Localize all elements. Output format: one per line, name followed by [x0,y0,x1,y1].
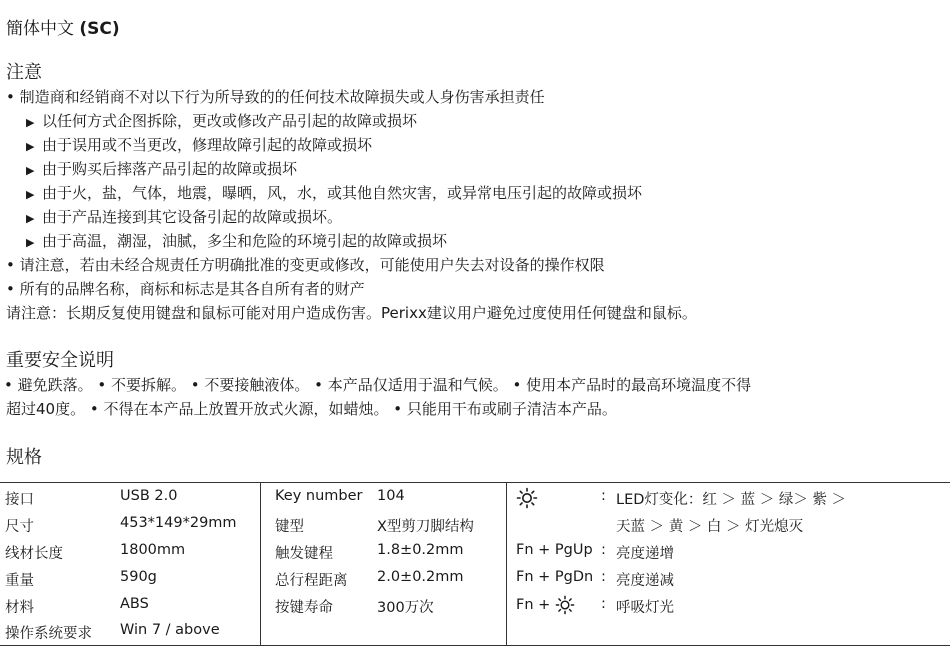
spec-key: Key number [275,488,363,504]
notice-sub-text: 由于购买后摔落产品引起的故障或损坏 [42,160,298,178]
spec-key: 尺寸 [5,519,34,535]
notice-sub-text: 由于产品连接到其它设备引起的故障或损坏。 [42,208,343,226]
spec-title: 规格 [6,447,42,468]
safety-title: 重要安全说明 [6,350,114,371]
triangle-bullet-icon: ▶ [26,188,35,201]
column-divider [506,483,507,645]
spec-value: 453*149*29mm [120,515,237,531]
spec-key: 触发键程 [275,546,333,562]
spec-value: 1800mm [120,542,186,558]
notice-sub-item [26,158,297,179]
triangle-bullet-icon: ▶ [26,164,35,177]
spec-value: Win 7 / above [120,622,220,638]
sun-brightness-icon [516,487,538,509]
spec-key: 总行程距离 [275,573,348,589]
language-name: 簡体中文 [6,19,74,39]
spec-key: Fn + PgDn [516,569,594,585]
triangle-bullet-icon: ▶ [26,236,35,249]
notice-sub-item [26,206,342,227]
column-divider [260,483,261,645]
spec-separator: : [601,542,606,558]
notice-sub-text: 由于误用或不当更改，修理故障引起的故障或损坏 [42,136,373,154]
spec-key [516,595,575,615]
notice-bullet-2: • 请注意，若由未经合规责任方明确批准的变更或修改，可能使用户失去对设备的操作权限 [6,256,605,274]
spec-key: 接口 [5,492,34,508]
spec-value: 300万次 [377,600,434,616]
spec-key: 线材长度 [5,546,63,562]
spec-key: 按键寿命 [275,600,333,616]
fn-prefix: Fn + [516,597,555,613]
spec-key: 材料 [5,600,34,616]
spec-value: 亮度递增 [616,546,674,562]
language-heading [6,14,120,39]
notice-sub-item [26,230,447,251]
notice-bullet-3: • 所有的品牌名称，商标和标志是其各自所有者的财产 [6,280,365,298]
safety-line-2: 超过40度。 • 不得在本产品上放置开放式火源，如蜡烛。 • 只能用干布或刷子清洁本产品。 [6,400,617,418]
spec-value: 1.8±0.2mm [377,542,464,558]
notice-sub-item [26,110,417,131]
spec-key: Fn + PgUp [516,542,593,558]
notice-sub-text: 由于高温，潮湿，油腻，多尘和危险的环境引起的故障或损坏 [42,232,448,250]
spec-key: 键型 [275,519,304,535]
notice-title: 注意 [6,62,42,83]
safety-line-1: • 避免跌落。 • 不要拆解。 • 不要接触液体。 • 本产品仅适用于温和气候。 • 使用本产品时的最高环境温度不得 [4,376,752,394]
notice-sub-text: 以任何方式企图拆除，更改或修改产品引起的故障或损坏 [42,112,418,130]
triangle-bullet-icon: ▶ [26,212,35,225]
spec-separator: : [601,596,606,612]
spec-value: 亮度递减 [616,573,674,589]
led-colors-line-2: 天蓝 ＞ 黄 ＞ 白 ＞ 灯光熄灭 [616,519,804,535]
spec-value: X型剪刀脚结构 [377,519,474,535]
spec-table [0,482,950,646]
spec-value: USB 2.0 [120,488,178,504]
notice-sub-item [26,134,372,155]
notice-warning: 请注意：长期反复使用键盘和鼠标可能对用户造成伤害。Perixx建议用户避免过度使用任何键盘和鼠标。 [6,304,697,322]
spec-key: 重量 [5,573,34,589]
notice-sub-item [26,182,642,203]
notice-sub-text: 由于火，盐，气体，地震，曝晒，风，水，或其他自然灾害，或异常电压引起的故障或损坏 [42,184,643,202]
spec-value: 2.0±0.2mm [377,569,464,585]
spec-separator: : [601,488,606,504]
spec-value: 104 [377,488,405,504]
language-code: (SC) [79,19,120,39]
triangle-bullet-icon: ▶ [26,140,35,153]
spec-key: 操作系统要求 [5,626,92,642]
spec-value: ABS [120,596,149,612]
sun-brightness-icon [555,595,575,615]
notice-bullet-1: • 制造商和经销商不对以下行为所导致的的任何技术故障损失或人身伤害承担责任 [6,88,545,106]
spec-value: 呼吸灯光 [616,600,674,616]
triangle-bullet-icon: ▶ [26,116,35,129]
spec-value: 590g [120,569,157,585]
spec-separator: : [601,569,606,585]
led-colors-line-1: LED灯变化：红 ＞ 蓝 ＞ 绿＞ 紫 ＞ [616,492,847,508]
